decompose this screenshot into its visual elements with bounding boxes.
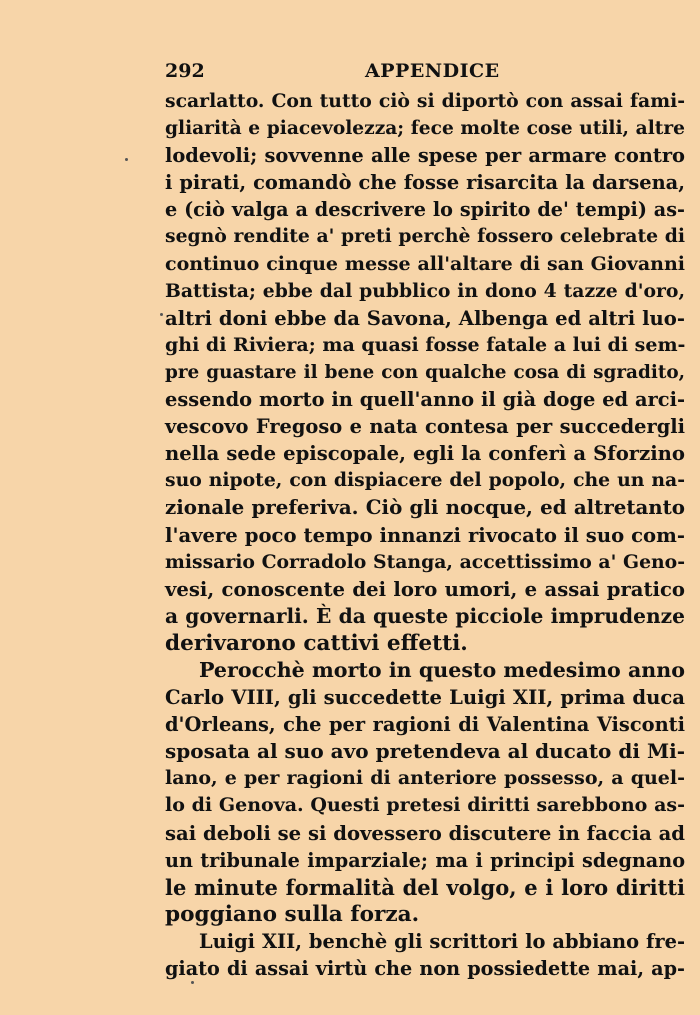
text-line: giato di assai virtù che non possiedette mai, ap-	[165, 957, 685, 980]
text-line: d'Orleans, che per ragioni di Valentina Visconti	[165, 713, 685, 737]
text-line: lodevoli; sovvenne alle spese per armare contro	[165, 144, 685, 168]
body-text	[165, 88, 685, 982]
text-line: continuo cinque messe all'altare di san Giovanni	[165, 252, 685, 275]
text-line: i pirati, comandò che fosse risarcita la darsena,	[165, 171, 685, 195]
text-line: Battista; ebbe dal pubblico in dono 4 tazze d'oro,	[165, 279, 685, 302]
page-number: 292	[165, 60, 205, 82]
text-line: lano, e per ragioni di anteriore possesso, a quel-	[165, 767, 685, 790]
paragraph-end-line: poggiano sulla forza.	[165, 901, 420, 927]
text-line: scarlatto. Con tutto ciò si diportò con assai fami-	[165, 90, 685, 112]
margin-speck	[125, 158, 128, 161]
paragraph-start-line: Perocchè morto in questo medesimo anno	[199, 657, 685, 682]
text-line: vesi, conoscente dei loro umori, e assai pratico	[165, 577, 685, 601]
text-line: altri doni ebbe da Savona, Albenga ed altri luo-	[165, 306, 685, 330]
text-line: gliarità e piacevolezza; fece molte cose utili, altre	[165, 118, 685, 140]
paragraph-end-line: derivarono cattivi effetti.	[165, 630, 468, 656]
text-line: ghi di Riviera; ma quasi fosse fatale a lui di sem-	[165, 333, 686, 356]
text-line: sposata al suo avo pretendeva al ducato di Mi-	[165, 739, 685, 764]
text-line: essendo morto in quell'anno il già doge ed arci-	[165, 388, 685, 412]
text-line: Carlo VIII, gli succedette Luigi XII, prima duca	[165, 686, 685, 710]
margin-speck	[160, 313, 163, 316]
text-line: sai deboli se si dovessero discutere in faccia ad	[165, 821, 685, 845]
text-line: lo di Genova. Questi pretesi diritti sarebbono as-	[165, 794, 685, 817]
text-line: l'avere poco tempo innanzi rivocato il suo com-	[165, 523, 685, 547]
text-line: a governarli. È da queste picciole imprudenze	[165, 603, 685, 628]
text-line: le minute formalità del volgo, e i loro diritti	[165, 874, 685, 900]
text-line: un tribunale imparziale; ma i principi sdegnano	[165, 848, 685, 872]
text-line: pre guastare il bene con qualche cosa di sgradito,	[165, 361, 685, 383]
text-line: segnò rendite a' preti perchè fossero celebrate di	[165, 225, 685, 248]
text-line: vescovo Fregoso e nata contesa per succedergli	[165, 415, 685, 439]
text-line: e (ciò valga a descrivere lo spirito de' tempi) as-	[165, 198, 685, 222]
page-header	[165, 60, 685, 88]
text-line: suo nipote, con dispiacere del popolo, che un na-	[165, 469, 685, 492]
margin-speck	[191, 981, 194, 984]
text-line: missario Corradolo Stanga, accettissimo a' Geno-	[165, 550, 685, 573]
running-head: APPENDICE	[365, 60, 500, 82]
text-line: nella sede episcopale, egli la conferì a Sforzino	[165, 442, 685, 466]
text-line: zionale preferiva. Ciò gli nocque, ed altretanto	[165, 495, 685, 520]
paragraph-start-line: Luigi XII, benchè gli scrittori lo abbiano fre-	[199, 929, 685, 953]
